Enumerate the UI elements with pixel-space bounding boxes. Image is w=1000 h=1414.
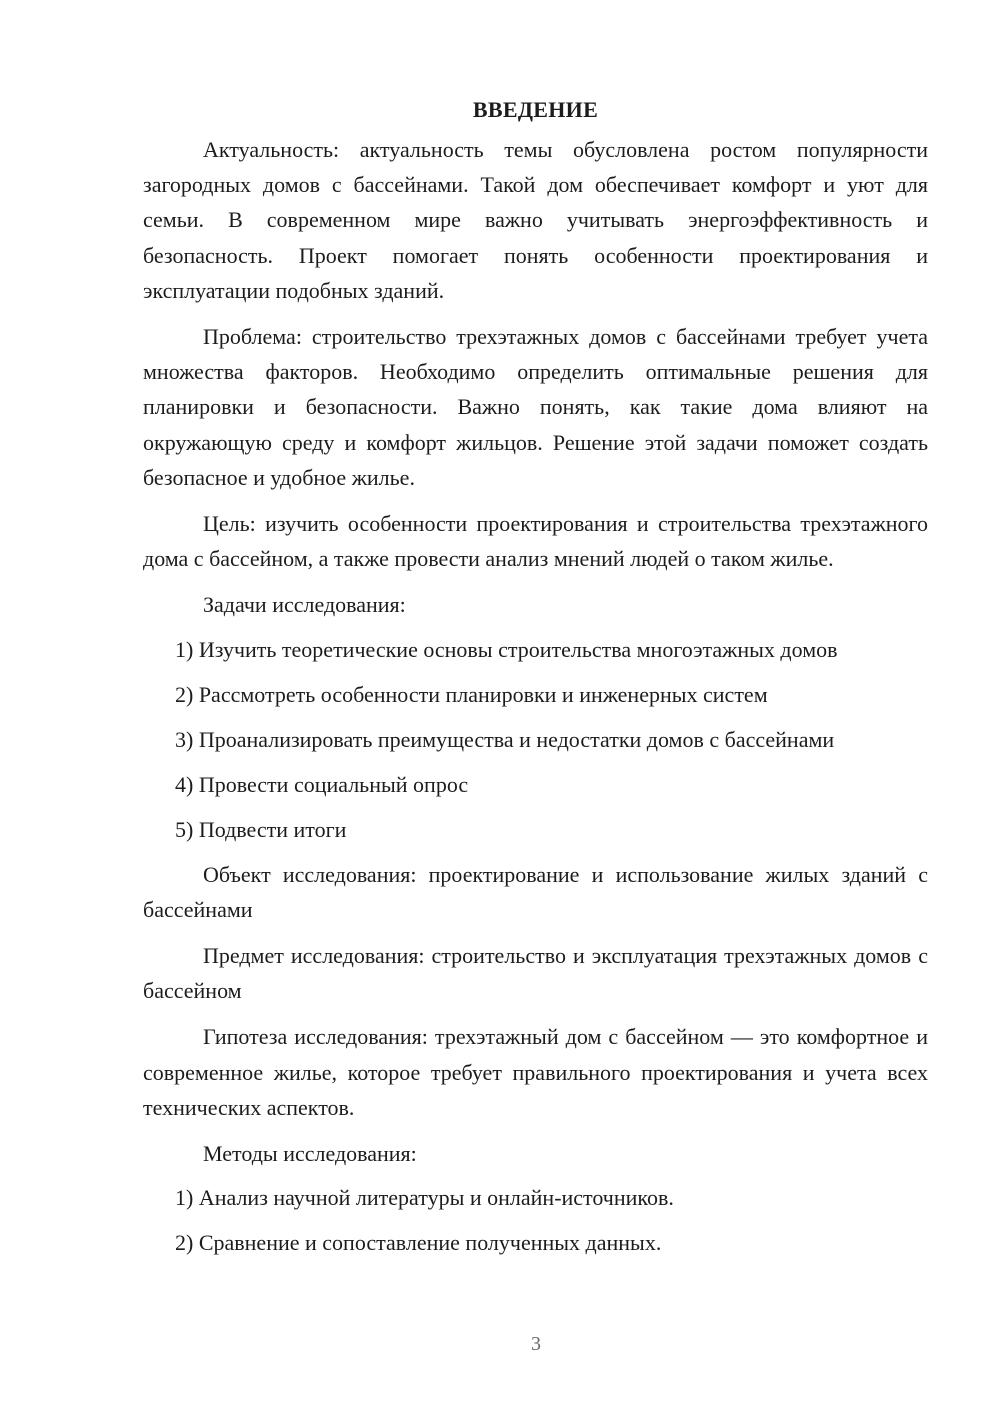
problem-paragraph: Проблема: строительство трехэтажных домов с бассейнами требует учета множества факторов. Необходимо определить оптимальные решения для планировки и безопасности. Важно понять, как такие дома влияют на окружающую среду и комфорт жильцов. Решение этой задачи поможет создать безопасное и удобное жилье.	[143, 324, 928, 490]
methods-list	[143, 1180, 928, 1260]
list-item: 2) Рассмотреть особенности планировки и инженерных систем	[175, 681, 768, 707]
list-item: 5) Подвести итоги	[175, 816, 347, 842]
tasks-list	[143, 632, 928, 847]
document-page	[143, 92, 928, 1270]
subject-paragraph: Предмет исследования: строительство и эксплуатация трехэтажных домов с бассейном	[143, 943, 928, 1004]
hypothesis-paragraph: Гипотеза исследования: трехэтажный дом с бассейном — это комфортное и современное жилье, которое требует правильного проектирования и учета всех технических аспектов.	[143, 1024, 928, 1120]
page-number: 3	[531, 1333, 541, 1355]
page-title: ВВЕДЕНИЕ	[472, 97, 599, 122]
list-item: 1) Изучить теоретические основы строительства многоэтажных домов	[175, 636, 838, 662]
list-item: 4) Провести социальный опрос	[175, 771, 469, 797]
tasks-heading: Задачи исследования:	[203, 592, 406, 618]
object-paragraph: Объект исследования: проектирование и использование жилых зданий с бассейнами	[143, 861, 928, 922]
list-item: 1) Анализ научной литературы и онлайн-источников.	[175, 1185, 674, 1211]
list-item: 2) Сравнение и сопоставление полученных данных.	[175, 1230, 662, 1256]
list-item: 3) Проанализировать преимущества и недостатки домов с бассейнами	[175, 726, 835, 752]
goal-paragraph: Цель: изучить особенности проектирования и строительства трехэтажного дома с бассейном, а также провести анализ мнений людей о таком жилье.	[143, 511, 928, 572]
methods-heading: Методы исследования:	[203, 1141, 417, 1167]
relevance-paragraph: Актуальность: актуальность темы обусловлена ростом популярности загородных домов с бассейнами. Такой дом обеспечивает комфорт и уют для семьи. В современном мире важно учитывать энергоэффективность и безопасность. Проект помогает понять особенности проектирования и эксплуатации подобных зданий.	[143, 137, 928, 303]
